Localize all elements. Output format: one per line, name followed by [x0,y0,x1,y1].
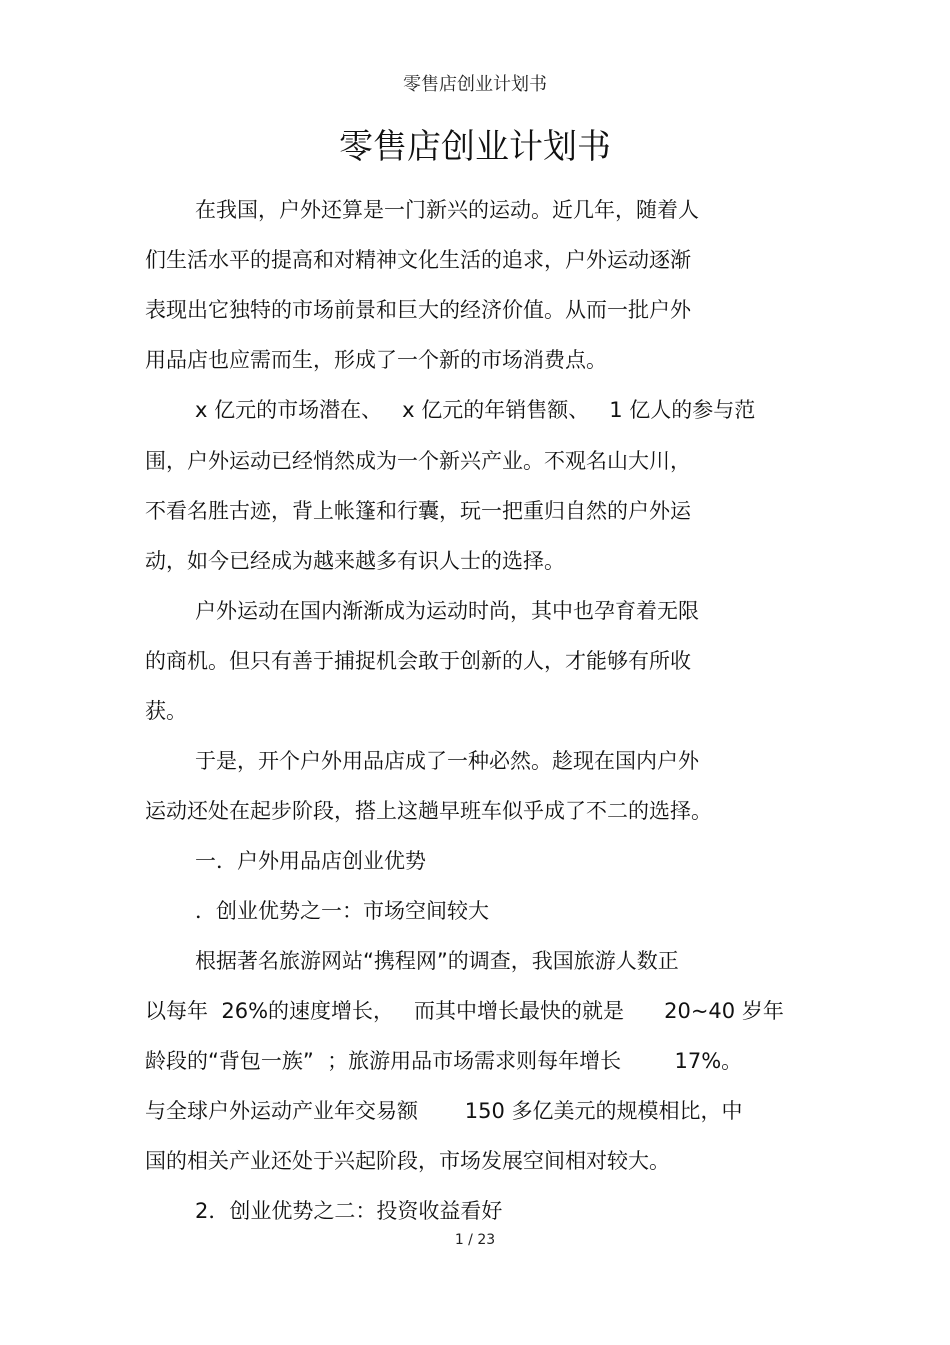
paragraph-line: 围，户外运动已经悄然成为一个新兴产业。不观名山大川， [145,449,691,473]
subsection-heading: ．创业优势之一：市场空间较大 [195,899,489,923]
paragraph-line: 以每年 26%的速度增长， 而其中增长最快的就是 20~40 岁年 [145,999,784,1023]
paragraph-line: 于是，开个户外用品店成了一种必然。趁现在国内户外 [195,749,699,773]
running-header: 零售店创业计划书 [403,74,547,95]
paragraph-line: 表现出它独特的市场前景和巨大的经济价值。从而一批户外 [145,298,691,322]
paragraph-line: 用品店也应需而生，形成了一个新的市场消费点。 [145,348,607,372]
subsection-heading: 2．创业优势之二：投资收益看好 [195,1199,503,1223]
paragraph-line: 动，如今已经成为越来越多有识人士的选择。 [145,549,565,573]
paragraph-line: 根据著名旅游网站“携程网”的调查，我国旅游人数正 [195,949,679,973]
paragraph-line: 在我国，户外还算是一门新兴的运动。近几年，随着人 [195,198,699,222]
paragraph-line: 运动还处在起步阶段，搭上这趟早班车似乎成了不二的选择。 [145,799,712,823]
paragraph-line: 国的相关产业还处于兴起阶段，市场发展空间相对较大。 [145,1149,670,1173]
paragraph-line: 龄段的“背包一族” ；旅游用品市场需求则每年增长 17%。 [145,1049,743,1073]
paragraph-line: 与全球户外运动产业年交易额 150 多亿美元的规模相比，中 [145,1099,743,1123]
paragraph-line: 不看名胜古迹，背上帐篷和行囊，玩一把重归自然的户外运 [145,499,691,523]
document-title: 零售店创业计划书 [339,127,611,167]
paragraph-line: 获。 [145,699,187,723]
section-heading: 一．户外用品店创业优势 [195,849,426,873]
page-number: 1 / 23 [454,1232,496,1248]
paragraph-line: 们生活水平的提高和对精神文化生活的追求，户外运动逐渐 [145,248,691,272]
paragraph-line: 户外运动在国内渐渐成为运动时尚，其中也孕育着无限 [195,599,699,623]
paragraph-line: 的商机。但只有善于捕捉机会敢于创新的人，才能够有所收 [145,649,691,673]
paragraph-line: x 亿元的市场潜在、 x 亿元的年销售额、 1 亿人的参与范 [195,398,756,422]
